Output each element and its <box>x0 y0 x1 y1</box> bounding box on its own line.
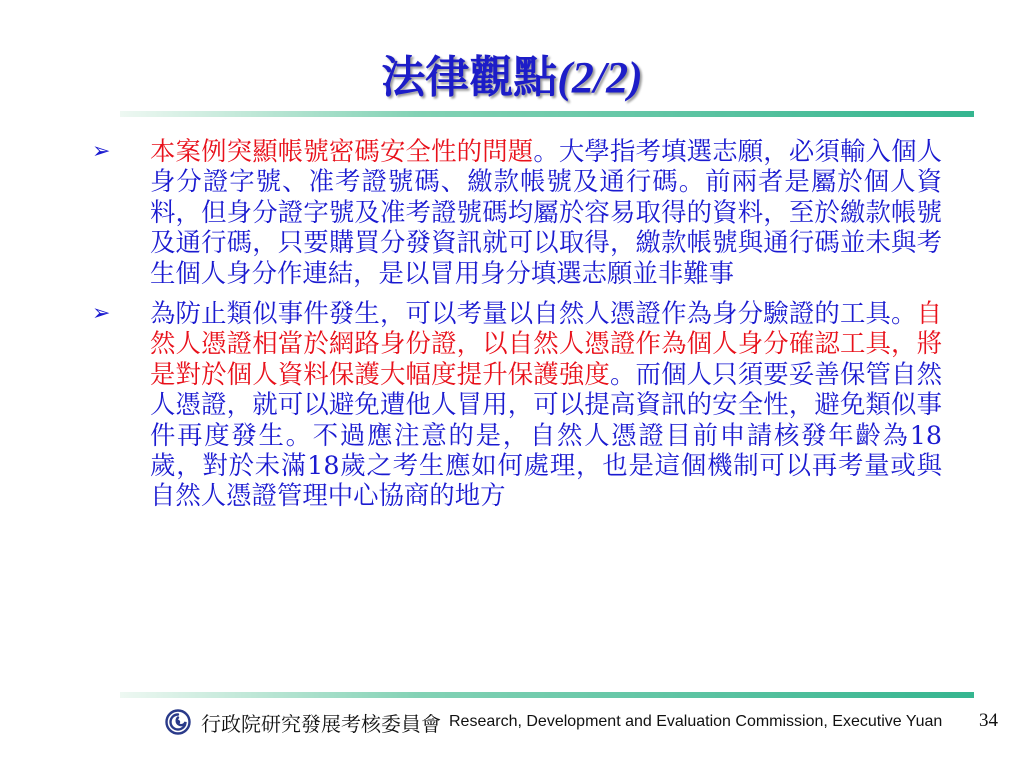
bullet-lead: 為防止類似事件發生，可以考量以自然人憑證作為身分驗證的工具。 <box>150 298 917 329</box>
footer-org-english: Research, Development and Evaluation Commission, Executive Yuan <box>449 713 943 730</box>
rdec-swirl-logo-icon <box>165 709 191 735</box>
title-divider <box>120 111 974 117</box>
title-main: 法律觀點 <box>381 52 558 103</box>
bullet-item <box>92 298 942 511</box>
slide-content <box>92 136 942 521</box>
bullet-highlight: 自然人憑證相當於網路身份證，以自然人憑證作為個人身分確認工具，將是對於個人資料保護大幅度提升保護強度 <box>150 298 942 389</box>
bullet-item <box>92 136 942 288</box>
arrow-bullet-icon: ➢ <box>92 301 111 327</box>
bullet-body: 。而個人只須要妥善保管自然人憑證，就可以避免遭他人冒用，可以提高資訊的安全性，避免類似事件再度發生。不過應注意的是，自然人憑證目前申請核發年齡為18 歲，對於未滿18歲之考生應如何處理，也是這個機制可以再考量或與自然人憑證管理中心協商的地方 <box>150 358 943 511</box>
title-suffix: (2/2) <box>557 53 643 102</box>
bullet-text <box>150 298 942 511</box>
footer <box>165 706 942 738</box>
slide-title <box>0 48 1024 108</box>
arrow-bullet-icon: ➢ <box>92 139 111 164</box>
bullet-text <box>150 136 942 288</box>
footer-org-chinese: 行政院研究發展考核委員會 <box>201 711 441 736</box>
bullet-body: 。大學指考填選志願，必須輸入個人身分證字號、准考證號碼、繳款帳號及通行碼。前兩者是屬於個人資料，但身分證字號及准考證號碼均屬於容易取得的資料，至於繳款帳號及通行碼，只要購買分發資訊就可以取得，繳款帳號與通行碼並未與考生個人身分作連結，是以冒用身分填選志願並非難事 <box>150 136 943 288</box>
footer-divider <box>120 692 974 698</box>
page-number: 34 <box>979 710 998 731</box>
bullet-highlight: 本案例突顯帳號密碼安全性的問題 <box>150 136 534 166</box>
